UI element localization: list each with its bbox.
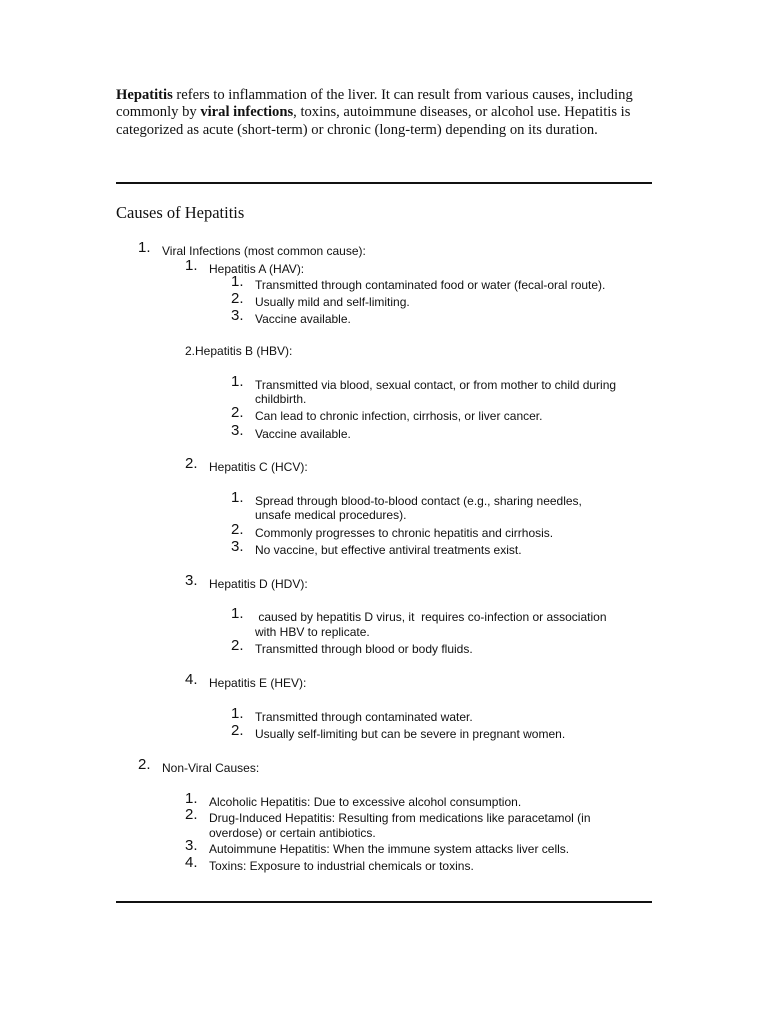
- list-text: Toxins: Exposure to industrial chemicals or toxins.: [209, 859, 474, 873]
- intro-paragraph: [116, 87, 656, 139]
- list-text: Autoimmune Hepatitis: When the immune system attacks liver cells.: [209, 842, 570, 856]
- list-number: 2.: [231, 290, 244, 307]
- list-text: Transmitted via blood, sexual contact, or from mother to child during: [255, 378, 617, 392]
- list-label: Non-Viral Causes:: [162, 761, 260, 775]
- list-text: childbirth.: [255, 392, 307, 406]
- list-number: 2.: [185, 455, 198, 472]
- list-label: Hepatitis D (HDV):: [209, 577, 308, 591]
- list-number: 3.: [185, 572, 198, 589]
- list-label: 2.Hepatitis B (HBV):: [185, 344, 293, 358]
- list-text: Alcoholic Hepatitis: Due to excessive alcohol consumption.: [209, 795, 522, 809]
- list-text: Commonly progresses to chronic hepatitis and cirrhosis.: [255, 526, 554, 540]
- list-text: Vaccine available.: [255, 427, 351, 441]
- list-number: 1.: [138, 239, 151, 256]
- list-text: caused by hepatitis D virus, it requires co-infection or association: [255, 610, 607, 624]
- list-number: 4.: [185, 671, 198, 688]
- list-label: Hepatitis A (HAV):: [209, 262, 305, 276]
- list-text: with HBV to replicate.: [255, 625, 370, 639]
- list-text: No vaccine, but effective antiviral treatments exist.: [255, 543, 522, 557]
- intro-text-2: , toxins, autoimmune diseases, or alcohol use. Hepatitis is categorized as acute (short-term) or chronic (long-term) depending on its duration.: [116, 104, 631, 138]
- list-label: Hepatitis E (HEV):: [209, 676, 307, 690]
- list-number: 1.: [231, 373, 244, 390]
- list-text: Transmitted through contaminated water.: [255, 710, 473, 724]
- list-label: Viral Infections (most common cause):: [162, 244, 366, 258]
- list-text: unsafe medical procedures).: [255, 508, 407, 522]
- intro-bold-viral: viral infections: [200, 104, 294, 121]
- intro-text-1: refers to inflammation of the liver. It can result from various causes, including commonly by: [116, 87, 633, 121]
- list-number: 2.: [231, 521, 244, 538]
- list-number: 2.: [138, 756, 151, 773]
- list-text: Transmitted through blood or body fluids.: [255, 642, 473, 656]
- list-number: 2.: [231, 404, 244, 421]
- bottom-divider: [116, 901, 652, 903]
- list-number: 1.: [231, 705, 244, 722]
- list-text: Vaccine available.: [255, 312, 351, 326]
- list-number: 1.: [231, 605, 244, 622]
- list-text: Can lead to chronic infection, cirrhosis, or liver cancer.: [255, 409, 543, 423]
- section-heading: Causes of Hepatitis: [116, 203, 245, 222]
- list-number: 2.: [185, 806, 198, 823]
- list-number: 2.: [231, 637, 244, 654]
- list-text: Usually mild and self-limiting.: [255, 295, 410, 309]
- list-number: 1.: [185, 257, 198, 274]
- list-number: 3.: [231, 307, 244, 324]
- list-label: Hepatitis C (HCV):: [209, 460, 308, 474]
- list-number: 1.: [185, 790, 198, 807]
- list-number: 1.: [231, 489, 244, 506]
- top-divider: [116, 182, 652, 184]
- intro-term: Hepatitis: [116, 87, 173, 103]
- list-text: Transmitted through contaminated food or water (fecal-oral route).: [255, 278, 606, 292]
- list-text: overdose) or certain antibiotics.: [209, 826, 376, 840]
- list-number: 1.: [231, 273, 244, 290]
- list-number: 3.: [231, 422, 244, 439]
- list-text: Drug-Induced Hepatitis: Resulting from medications like paracetamol (in: [209, 811, 591, 825]
- list-number: 2.: [231, 722, 244, 739]
- list-number: 4.: [185, 854, 198, 871]
- list-text: Spread through blood-to-blood contact (e.g., sharing needles,: [255, 494, 582, 508]
- list-text: Usually self-limiting but can be severe in pregnant women.: [255, 727, 566, 741]
- list-number: 3.: [231, 538, 244, 555]
- list-number: 3.: [185, 837, 198, 854]
